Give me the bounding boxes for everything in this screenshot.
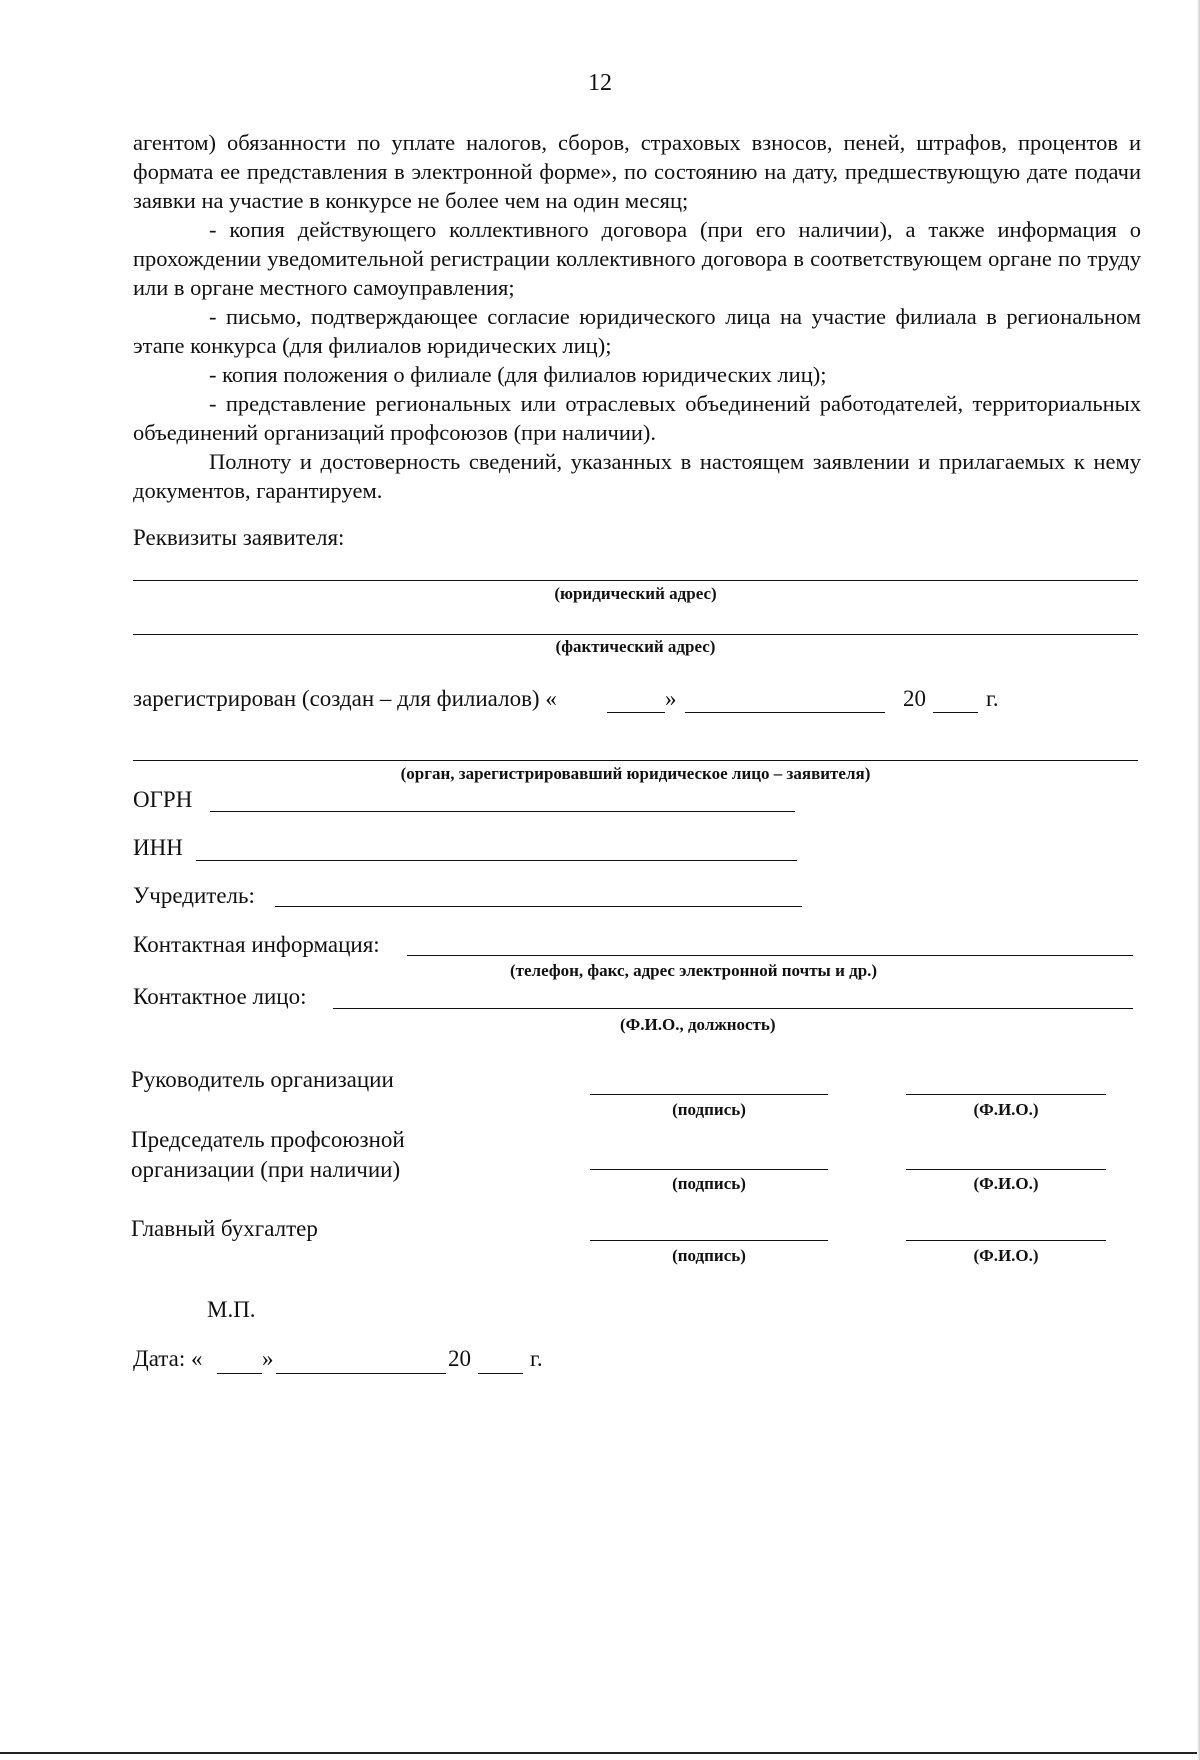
registrar-line[interactable] (133, 760, 1138, 761)
actual-address-caption: (фактический адрес) (555, 637, 716, 656)
director-signature-line[interactable] (590, 1094, 828, 1095)
legal-address-caption: (юридический адрес) (554, 584, 717, 603)
registered-year-prefix: 20 (903, 686, 926, 711)
actual-address-line[interactable] (133, 634, 1138, 635)
date-year-suffix: г. (530, 1346, 543, 1371)
chief-accountant-signature-line[interactable] (590, 1240, 828, 1241)
founder-label: Учредитель: (133, 883, 255, 908)
union-chair-name-caption: (Ф.И.О.) (973, 1174, 1039, 1193)
contact-info-label: Контактная информация: (133, 932, 380, 957)
page-bottom-border (0, 1752, 1200, 1754)
paragraph-consent-letter: - письмо, подтверждающее согласие юридического лица на участие филиала в региональном этапе конкурса (для филиалов юридических лиц); (133, 304, 1141, 358)
signature-label-director: Руководитель организации (131, 1067, 394, 1092)
date-year-line[interactable] (478, 1373, 523, 1374)
contact-person-caption: (Ф.И.О., должность) (620, 1015, 776, 1034)
signature-label-union-chair: Председатель профсоюзной организации (при наличии) (131, 1127, 405, 1182)
director-signature-caption: (подпись) (672, 1100, 746, 1119)
registrar-caption: (орган, зарегистрировавший юридическое лицо – заявителя) (400, 764, 871, 783)
union-chair-name-line[interactable] (906, 1169, 1106, 1170)
inn-label: ИНН (133, 835, 183, 860)
registered-label: зарегистрирован (создан – для филиалов) « (133, 686, 557, 711)
union-chair-signature-caption: (подпись) (672, 1174, 746, 1193)
date-month-line[interactable] (276, 1373, 446, 1374)
paragraph-branch-regulation: - копия положения о филиале (для филиалов юридических лиц); (209, 362, 827, 387)
chief-accountant-signature-caption: (подпись) (672, 1246, 746, 1265)
requisites-heading: Реквизиты заявителя: (133, 525, 345, 550)
contact-info-field[interactable] (407, 955, 1133, 956)
paragraph-guarantee: Полноту и достоверность сведений, указанных в настоящем заявлении и прилагаемых к нему документов, гарантируем. (133, 449, 1141, 503)
founder-field[interactable] (275, 906, 802, 907)
registered-day-line[interactable] (607, 712, 665, 713)
stamp-label: М.П. (207, 1297, 256, 1322)
paragraph-representation: - представление региональных или отраслевых объединений работодателей, территориальных объединений организаций профсоюзов (при наличии). (133, 391, 1141, 445)
page-number: 12 (588, 70, 612, 96)
contact-person-field[interactable] (333, 1008, 1133, 1009)
contact-person-label: Контактное лицо: (133, 984, 307, 1009)
ogrn-field[interactable] (210, 811, 795, 812)
registered-year-suffix: г. (986, 686, 999, 711)
director-name-caption: (Ф.И.О.) (973, 1100, 1039, 1119)
chief-accountant-name-line[interactable] (906, 1240, 1106, 1241)
contact-info-caption: (телефон, факс, адрес электронной почты и др.) (510, 961, 878, 980)
signature-label-chief-accountant: Главный бухгалтер (131, 1216, 318, 1241)
date-day-line[interactable] (217, 1373, 262, 1374)
registered-year-line[interactable] (933, 712, 978, 713)
date-quote-close: » (262, 1346, 274, 1371)
paragraph-collective-agreement: - копия действующего коллективного договора (при его наличии), а также информация о прохождении уведомительной регистрации коллективного договора в соответствующем органе по труду или в органе местного самоуправления; (133, 217, 1141, 300)
legal-address-line[interactable] (133, 580, 1138, 581)
registered-month-line[interactable] (685, 712, 885, 713)
body-text (133, 128, 1141, 505)
director-name-line[interactable] (906, 1094, 1106, 1095)
inn-field[interactable] (196, 860, 797, 861)
registered-quote-close: » (665, 686, 677, 711)
date-year-prefix: 20 (448, 1346, 471, 1371)
chief-accountant-name-caption: (Ф.И.О.) (973, 1246, 1039, 1265)
union-chair-signature-line[interactable] (590, 1169, 828, 1170)
paragraph-taxes: агентом) обязанности по уплате налогов, сборов, страховых взносов, пеней, штрафов, процентов и формата ее представления в электронной форме», по состоянию на дату, предшествующую дате подачи заявки на участие в конкурсе не более чем на один месяц; (133, 130, 1141, 213)
ogrn-label: ОГРН (133, 787, 193, 812)
date-label: Дата: « (133, 1346, 203, 1371)
